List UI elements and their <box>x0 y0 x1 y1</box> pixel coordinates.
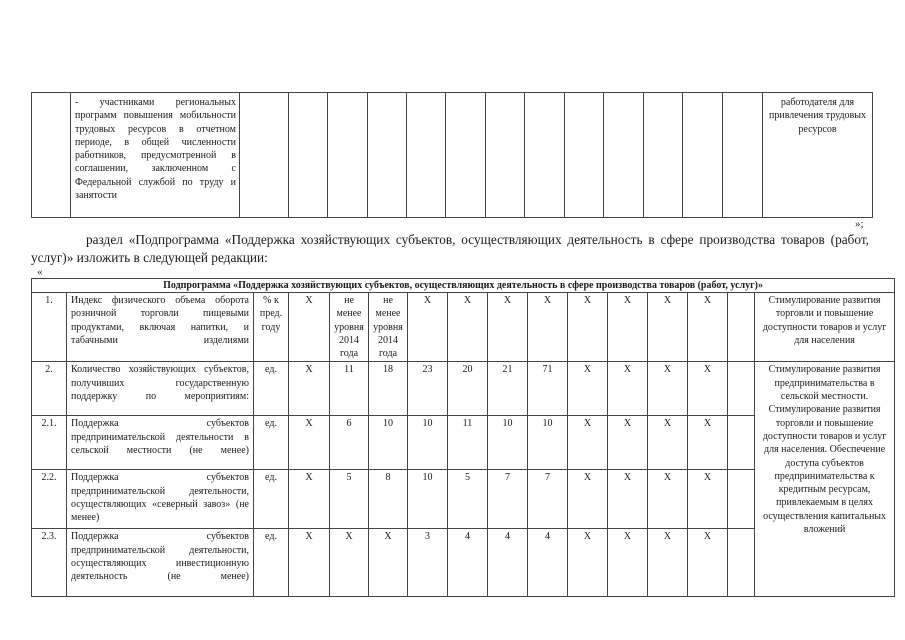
row-number: 2.3. <box>32 529 67 597</box>
row-value: X <box>568 416 608 470</box>
fragment-value-cell <box>407 93 446 218</box>
row-empty-cell <box>728 416 755 470</box>
row-value: X <box>568 362 608 416</box>
fragment-value-cell <box>368 93 407 218</box>
row-value: X <box>608 362 648 416</box>
row-value: X <box>688 362 728 416</box>
row-value: 71 <box>528 362 568 416</box>
row-value: X <box>688 529 728 597</box>
row-empty-cell <box>728 529 755 597</box>
row-value: 3 <box>408 529 448 597</box>
section-heading: раздел «Подпрограмма «Поддержка хозяйствующих субъектов, осуществляющих деятельность в сфере производства товаров (работ, услуг)» изложить в следующей редакции: <box>31 232 869 265</box>
row-unit: ед. <box>254 416 289 470</box>
row-number: 1. <box>32 293 67 362</box>
row-value: 11 <box>330 362 369 416</box>
row-value: X <box>608 293 648 362</box>
row-value: 7 <box>488 470 528 529</box>
row-value: X <box>648 529 688 597</box>
row-value: X <box>408 293 448 362</box>
row-value: X <box>608 529 648 597</box>
row-value: X <box>528 293 568 362</box>
row-value: 8 <box>369 470 408 529</box>
row-number: 2. <box>32 362 67 416</box>
fragment-num-cell <box>32 93 71 218</box>
row-value: 5 <box>330 470 369 529</box>
merged-goal-cell: Стимулирование развития предпринимательства в сельской местности. Стимулирование развития торговли и повышение доступности товаров и услуг для населения. Обеспечение доступа субъектов предпринимательства к кредитным ресурсам, привлекаемым в целях осуществления капитальных вложений <box>755 362 895 597</box>
fragment-goal-cell: работодателя для привлечения трудовых ресурсов <box>763 93 873 218</box>
fragment-value-cell <box>446 93 486 218</box>
row-indicator: Индекс физического объема оборота розничной торговли пищевыми продуктами, включая напитки, и табачными изделиями <box>67 293 254 362</box>
row-value: X <box>688 470 728 529</box>
row-value: 7 <box>528 470 568 529</box>
subprogram-table <box>31 278 895 597</box>
row-indicator: Поддержка субъектов предпринимательской деятельности, осуществляющих «северный завоз» (не менее) <box>67 470 254 529</box>
row-value: X <box>289 293 330 362</box>
row-value: 4 <box>528 529 568 597</box>
row-indicator: Поддержка субъектов предпринимательской деятельности, осуществляющих инвестиционную деятельность (не менее) <box>67 529 254 597</box>
fragment-value-cell <box>683 93 723 218</box>
fragment-value-cell <box>486 93 525 218</box>
fragment-value-cell <box>240 93 289 218</box>
row-value: X <box>448 293 488 362</box>
row-value: 4 <box>448 529 488 597</box>
row-indicator: Поддержка субъектов предпринимательской деятельности в сельской местности (не менее) <box>67 416 254 470</box>
row-value: 20 <box>448 362 488 416</box>
row-value: X <box>608 416 648 470</box>
row-empty-cell <box>728 470 755 529</box>
row-unit: % к пред. году <box>254 293 289 362</box>
row-value: 5 <box>448 470 488 529</box>
row-value: X <box>648 416 688 470</box>
row-number: 2.2. <box>32 470 67 529</box>
fragment-indicator-cell: - участниками региональных программ повышения мобильности трудовых ресурсов в отчетном периоде, в общей численности работников, предусмотренной в соглашении, заключенном с Федеральной службой по труду и занятости <box>71 93 240 218</box>
fragment-value-cell <box>289 93 328 218</box>
row-value: X <box>289 362 330 416</box>
row-number: 2.1. <box>32 416 67 470</box>
row-unit: ед. <box>254 470 289 529</box>
row-value: 10 <box>528 416 568 470</box>
row-value: 23 <box>408 362 448 416</box>
table-row <box>32 293 895 362</box>
row-value: X <box>648 470 688 529</box>
row-value: 18 <box>369 362 408 416</box>
row-value: X <box>488 293 528 362</box>
row-value: 10 <box>408 416 448 470</box>
row-value: X <box>369 529 408 597</box>
row-value: 11 <box>448 416 488 470</box>
fragment-value-cell <box>723 93 763 218</box>
table-row <box>32 362 895 416</box>
row-unit: ед. <box>254 362 289 416</box>
row-value: X <box>289 470 330 529</box>
table-title-row <box>32 279 895 293</box>
opening-quote: « <box>37 266 43 278</box>
row-value: не менее уровня 2014 года <box>330 293 369 362</box>
row-value: X <box>648 293 688 362</box>
row-value: X <box>648 362 688 416</box>
fragment-value-cell <box>525 93 565 218</box>
row-value: X <box>568 529 608 597</box>
row-value: X <box>688 416 728 470</box>
table-title: Подпрограмма «Поддержка хозяйствующих субъектов, осуществляющих деятельность в сфере производства товаров (работ, услуг)» <box>32 279 895 293</box>
row-value: 10 <box>488 416 528 470</box>
row-goal: Стимулирование развития торговли и повышение доступности товаров и услуг для населения <box>755 293 895 362</box>
row-value: X <box>289 416 330 470</box>
row-value: 21 <box>488 362 528 416</box>
row-value: X <box>568 470 608 529</box>
row-value: 10 <box>408 470 448 529</box>
row-value: 4 <box>488 529 528 597</box>
row-value: X <box>688 293 728 362</box>
row-empty-cell <box>728 293 755 362</box>
row-value: не менее уровня 2014 года <box>369 293 408 362</box>
row-value: X <box>330 529 369 597</box>
row-value: X <box>608 470 648 529</box>
fragment-value-cell <box>328 93 368 218</box>
fragment-row <box>32 93 873 218</box>
row-indicator: Количество хозяйствующих субъектов, получивших государственную поддержку по мероприятиям: <box>67 362 254 416</box>
row-value: 10 <box>369 416 408 470</box>
row-value: 6 <box>330 416 369 470</box>
previous-section-table-fragment <box>31 92 873 218</box>
fragment-value-cell <box>604 93 644 218</box>
closing-quote: »; <box>855 218 864 230</box>
row-value: X <box>568 293 608 362</box>
row-unit: ед. <box>254 529 289 597</box>
fragment-value-cell <box>644 93 683 218</box>
row-value: X <box>289 529 330 597</box>
row-empty-cell <box>728 362 755 416</box>
fragment-value-cell <box>565 93 604 218</box>
